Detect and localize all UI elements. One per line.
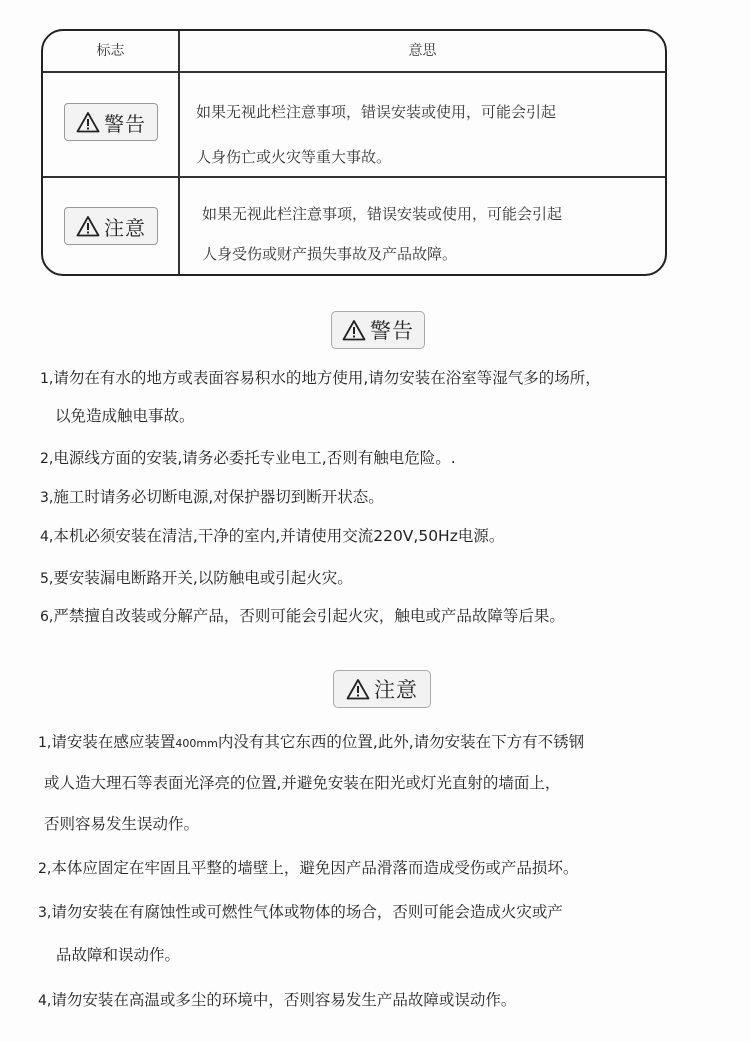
row-divider bbox=[43, 176, 665, 178]
caution-item-3-cont: 品故障和误动作。 bbox=[56, 946, 181, 964]
warning-item-4: 4,本机必须安装在清洁,干净的室内,并请使用交流220V,50Hz电源。 bbox=[40, 527, 505, 545]
warning-meaning-line2: 人身伤亡或火灾等重大事故。 bbox=[196, 148, 392, 166]
caution-item-2: 2,本体应固定在牢固且平整的墙壁上，避免因产品滑落而造成受伤或产品损坏。 bbox=[38, 859, 579, 877]
caution-triangle-icon bbox=[76, 215, 100, 237]
warning-item-3: 3,施工时请务必切断电源,对保护器切到断开状态。 bbox=[40, 488, 384, 506]
caution-item-1-cont2: 否则容易发生误动作。 bbox=[44, 815, 200, 833]
caution-triangle-icon bbox=[346, 678, 370, 700]
caution-meaning-line2: 人身受伤或财产损失事故及产品故障。 bbox=[202, 245, 458, 263]
warning-item-6: 6,严禁擅自改装或分解产品，否则可能会引起火灾，触电或产品故障等后果。 bbox=[40, 607, 565, 625]
caution-item-3: 3,请勿安装在有腐蚀性或可燃性气体或物体的场合，否则可能会造成火灾或产 bbox=[38, 903, 563, 921]
symbol-table bbox=[41, 29, 667, 276]
caution-badge bbox=[64, 207, 158, 245]
caution-item-1: 1,请安装在感应装置400mm内没有其它东西的位置,此外,请勿安装在下方有不锈钢 bbox=[38, 733, 585, 751]
caution-item-4: 4,请勿安装在高温或多尘的环境中，否则容易发生产品故障或误动作。 bbox=[38, 991, 517, 1009]
header-symbol: 标志 bbox=[96, 43, 125, 59]
caution-section-title-text: 注意 bbox=[374, 678, 418, 702]
warning-triangle-icon bbox=[76, 111, 100, 133]
warning-section-title bbox=[331, 311, 425, 349]
caution-item-1-cont: 或人造大理石等表面光泽亮的位置,并避免安装在阳光或灯光直射的墙面上， bbox=[44, 774, 561, 792]
warning-item-1-cont: 以免造成触电事故。 bbox=[55, 407, 195, 425]
caution-badge-label: 注意 bbox=[104, 215, 146, 240]
warning-badge bbox=[64, 103, 158, 141]
caution-meaning-line1: 如果无视此栏注意事项，错误安装或使用，可能会引起 bbox=[202, 205, 563, 223]
caution-section-title bbox=[333, 670, 431, 708]
header-divider bbox=[43, 71, 665, 73]
warning-item-2: 2,电源线方面的安装,请务必委托专业电工,否则有触电危险。. bbox=[40, 449, 456, 467]
warning-meaning-line1: 如果无视此栏注意事项，错误安装或使用，可能会引起 bbox=[196, 103, 557, 121]
warning-item-1: 1,请勿在有水的地方或表面容易积水的地方使用,请勿安装在浴室等湿气多的场所， bbox=[40, 369, 601, 387]
warning-item-5: 5,要安装漏电断路开关,以防触电或引起火灾。 bbox=[40, 569, 353, 587]
warning-section-title-text: 警告 bbox=[370, 319, 414, 343]
warning-triangle-icon bbox=[342, 319, 366, 341]
warning-badge-label: 警告 bbox=[104, 111, 146, 136]
header-meaning: 意思 bbox=[408, 43, 437, 59]
column-divider bbox=[178, 31, 180, 274]
